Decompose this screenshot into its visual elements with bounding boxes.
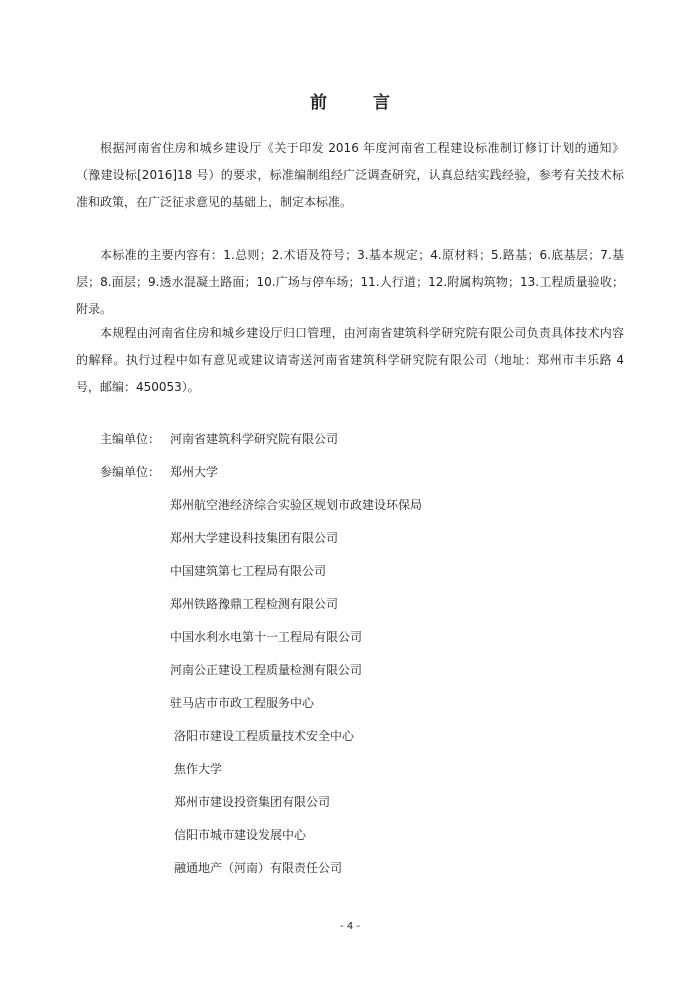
participating-unit: 郑州航空港经济综合实验区规划市政建设环保局: [170, 498, 423, 512]
participating-unit: 河南公正建设工程质量检测有限公司: [170, 663, 363, 677]
participating-unit: 焦作大学: [174, 762, 223, 776]
chief-unit-name: 河南省建筑科学研究院有限公司: [170, 432, 339, 446]
participating-unit: 郑州大学: [170, 465, 219, 479]
participating-unit: 驻马店市市政工程服务中心: [170, 696, 315, 710]
participating-unit: 中国水利水电第十一工程局有限公司: [170, 630, 363, 644]
participating-unit: 洛阳市建设工程质量技术安全中心: [174, 729, 355, 743]
participating-unit: 郑州铁路豫鼎工程检测有限公司: [170, 597, 339, 611]
intro-paragraph-administration: 本规程由河南省住房和城乡建设厅归口管理，由河南省建筑科学研究院有限公司负责具体技术内容的解释。执行过程中如有意见或建议请寄送河南省建筑科学研究院有限公司（地址：郑州市丰乐路 4 号，邮编：450053）。: [76, 326, 625, 394]
page-number: - 4 -: [340, 921, 360, 932]
participating-units-label: 参编单位：: [100, 465, 161, 479]
participating-unit: 信阳市城市建设发展中心: [174, 828, 307, 842]
participating-unit: 郑州市建设投资集团有限公司: [174, 795, 331, 809]
intro-paragraph-contents: 本标准的主要内容有：1.总则；2.术语及符号；3.基本规定；4.原材料；5.路基；6.底基层；7.基层；8.面层；9.透水混凝土路面；10.广场与停车场；11.人行道；12.附属构筑物；13.工程质量验收；附录。: [76, 248, 624, 316]
participating-unit: 郑州大学建设科技集团有限公司: [170, 531, 339, 545]
chief-unit-label: 主编单位：: [100, 432, 161, 446]
participating-unit: 中国建筑第七工程局有限公司: [170, 564, 327, 578]
participating-unit: 融通地产（河南）有限责任公司: [174, 861, 343, 875]
page-title: 前 言: [310, 93, 410, 113]
intro-paragraph-basis: 根据河南省住房和城乡建设厅《关于印发 2016 年度河南省工程建设标准制订修订计划的通知》（豫建设标[2016]18 号）的要求，标准编制组经广泛调查研究，认真总结实践经验，参考有关技术标准和政策，在广泛征求意见的基础上，制定本标准。: [76, 141, 624, 209]
